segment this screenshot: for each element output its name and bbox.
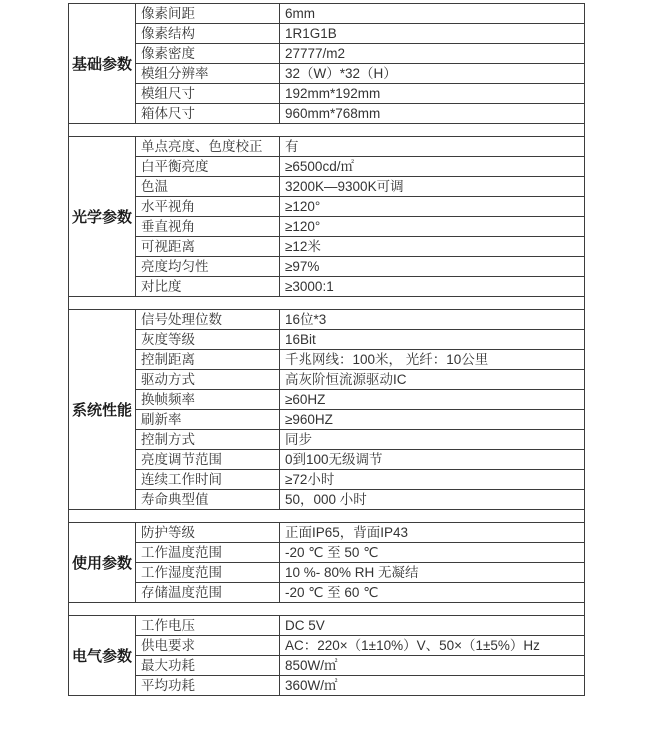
param-label: 模组尺寸	[136, 84, 280, 104]
param-label: 平均功耗	[136, 676, 280, 696]
param-value: 27777/m2	[280, 44, 585, 64]
section-label-usage: 使用参数	[69, 523, 136, 603]
param-label: 像素间距	[136, 4, 280, 24]
table-row	[69, 676, 585, 696]
section-separator	[69, 297, 585, 310]
table-row	[69, 350, 585, 370]
param-label: 工作湿度范围	[136, 563, 280, 583]
param-label: 像素密度	[136, 44, 280, 64]
param-value: 高灰阶恒流源驱动IC	[280, 370, 585, 390]
param-value: ≥120°	[280, 217, 585, 237]
param-value: ≥960HZ	[280, 410, 585, 430]
section-label-system: 系统性能	[69, 310, 136, 510]
param-label: 工作温度范围	[136, 543, 280, 563]
param-label: 工作电压	[136, 616, 280, 636]
table-row	[69, 390, 585, 410]
param-value: 16Bit	[280, 330, 585, 350]
table-row	[69, 64, 585, 84]
table-row	[69, 137, 585, 157]
param-value: AC：220×（1±10%）V、50×（1±5%）Hz	[280, 636, 585, 656]
param-value: 192mm*192mm	[280, 84, 585, 104]
param-value: 1R1G1B	[280, 24, 585, 44]
param-value: 3200K—9300K可调	[280, 177, 585, 197]
param-value: ≥97%	[280, 257, 585, 277]
param-value: 0到100无级调节	[280, 450, 585, 470]
table-row	[69, 430, 585, 450]
param-label: 换帧频率	[136, 390, 280, 410]
param-value: ≥6500cd/㎡	[280, 157, 585, 177]
section-label-optical: 光学参数	[69, 137, 136, 297]
section-separator	[69, 124, 585, 137]
table-row	[69, 257, 585, 277]
table-row	[69, 277, 585, 297]
section-label-basic: 基础参数	[69, 4, 136, 124]
table-row	[69, 237, 585, 257]
param-value: 50，000 小时	[280, 490, 585, 510]
section-separator	[69, 510, 585, 523]
param-label: 防护等级	[136, 523, 280, 543]
param-label: 亮度调节范围	[136, 450, 280, 470]
param-label: 垂直视角	[136, 217, 280, 237]
table-row	[69, 24, 585, 44]
param-value: 360W/㎡	[280, 676, 585, 696]
param-value: 同步	[280, 430, 585, 450]
param-value: 6mm	[280, 4, 585, 24]
table-row	[69, 370, 585, 390]
param-value: ≥3000:1	[280, 277, 585, 297]
param-value: 16位*3	[280, 310, 585, 330]
param-label: 可视距离	[136, 237, 280, 257]
param-value: ≥60HZ	[280, 390, 585, 410]
table-row	[69, 197, 585, 217]
param-value: ≥120°	[280, 197, 585, 217]
table-row	[69, 523, 585, 543]
param-label: 对比度	[136, 277, 280, 297]
table-row	[69, 4, 585, 24]
table-row	[69, 410, 585, 430]
table-row	[69, 543, 585, 563]
param-label: 控制方式	[136, 430, 280, 450]
section-label-electrical: 电气参数	[69, 616, 136, 696]
separator-cell	[69, 510, 585, 523]
param-label: 灰度等级	[136, 330, 280, 350]
param-value: 千兆网线：100米， 光纤：10公里	[280, 350, 585, 370]
param-label: 单点亮度、色度校正	[136, 137, 280, 157]
param-value: 有	[280, 137, 585, 157]
param-label: 存储温度范围	[136, 583, 280, 603]
param-value: DC 5V	[280, 616, 585, 636]
separator-cell	[69, 603, 585, 616]
table-row	[69, 157, 585, 177]
table-row	[69, 84, 585, 104]
table-row	[69, 583, 585, 603]
table-row	[69, 310, 585, 330]
param-value: 850W/㎡	[280, 656, 585, 676]
param-label: 像素结构	[136, 24, 280, 44]
param-label: 刷新率	[136, 410, 280, 430]
param-label: 驱动方式	[136, 370, 280, 390]
table-row	[69, 104, 585, 124]
separator-cell	[69, 297, 585, 310]
section-separator	[69, 603, 585, 616]
param-label: 寿命典型值	[136, 490, 280, 510]
param-label: 白平衡亮度	[136, 157, 280, 177]
param-label: 供电要求	[136, 636, 280, 656]
table-row	[69, 450, 585, 470]
param-value: 960mm*768mm	[280, 104, 585, 124]
table-row	[69, 563, 585, 583]
table-row	[69, 330, 585, 350]
param-value: 32（W）*32（H）	[280, 64, 585, 84]
table-row	[69, 470, 585, 490]
table-row	[69, 636, 585, 656]
param-value: -20 ℃ 至 50 ℃	[280, 543, 585, 563]
separator-cell	[69, 124, 585, 137]
param-label: 最大功耗	[136, 656, 280, 676]
table-row	[69, 616, 585, 636]
param-label: 控制距离	[136, 350, 280, 370]
param-value: ≥12米	[280, 237, 585, 257]
specification-table	[68, 3, 585, 696]
param-label: 水平视角	[136, 197, 280, 217]
param-label: 箱体尺寸	[136, 104, 280, 124]
table-row	[69, 44, 585, 64]
param-label: 连续工作时间	[136, 470, 280, 490]
param-value: 正面IP65，背面IP43	[280, 523, 585, 543]
table-row	[69, 217, 585, 237]
table-row	[69, 490, 585, 510]
table-row	[69, 177, 585, 197]
param-value: 10 %- 80% RH 无凝结	[280, 563, 585, 583]
param-label: 模组分辨率	[136, 64, 280, 84]
param-label: 亮度均匀性	[136, 257, 280, 277]
param-label: 信号处理位数	[136, 310, 280, 330]
param-value: ≥72小时	[280, 470, 585, 490]
table-row	[69, 656, 585, 676]
param-label: 色温	[136, 177, 280, 197]
param-value: -20 ℃ 至 60 ℃	[280, 583, 585, 603]
